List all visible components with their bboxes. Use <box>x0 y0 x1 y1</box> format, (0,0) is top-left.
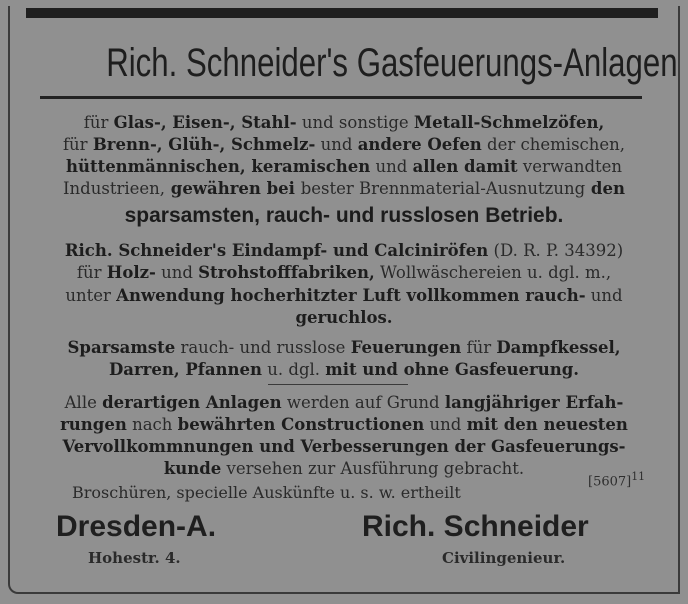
ad-headline: Rich. Schneider's Gasfeuerungs-Anlagen <box>106 41 678 85</box>
bold-text: derartigen Anlagen <box>102 393 282 412</box>
plain-text: für <box>83 113 114 132</box>
bold-text: kunde <box>163 459 222 478</box>
intro-line <box>20 134 668 157</box>
section4-line <box>20 436 668 459</box>
bold-text: hüttenmännischen, keramischen <box>65 157 371 176</box>
operation-headline: sparsamsten, rauch- und russlosen Betrieb. <box>124 204 564 227</box>
section2-line <box>20 307 668 330</box>
bold-text: Strohstofffabriken, <box>198 263 375 282</box>
bold-text: rungen <box>60 415 127 434</box>
intro-line <box>20 156 668 179</box>
street-address: Hohestr. 4. <box>88 549 181 567</box>
bold-text: Rich. Schneider's Eindampf- und Calciniröfen <box>64 241 489 260</box>
bold-text: Darren, Pfannen <box>108 360 263 379</box>
top-rule <box>26 8 658 18</box>
bold-text: Feuerungen <box>350 338 462 357</box>
plain-text: werden auf Grund <box>281 393 445 412</box>
intro-line <box>20 178 668 201</box>
plain-text: nach <box>126 415 178 434</box>
plain-text: für <box>76 263 107 282</box>
plain-text: der chemischen, <box>481 135 626 154</box>
plain-text: u. dgl. <box>262 360 326 379</box>
plain-text: und <box>585 286 623 305</box>
plain-text: und <box>370 157 413 176</box>
section4-line <box>20 392 668 415</box>
reference-number: [5607] <box>588 474 632 490</box>
bold-text: Holz- <box>106 263 156 282</box>
bold-text: Anwendung hocherhitzter Luft vollkommen rauch- <box>116 286 586 305</box>
bold-text: bewährten Constructionen <box>177 415 425 434</box>
section3-line <box>20 337 668 360</box>
bold-text: mit den neuesten <box>466 415 628 434</box>
bold-text: langjähriger Erfah- <box>444 393 624 412</box>
plain-text: unter <box>65 286 117 305</box>
section2-line <box>20 262 668 285</box>
bold-text: Dampfkessel, <box>496 338 621 357</box>
city-name: Dresden-A. <box>56 510 217 543</box>
plain-text: für <box>461 338 497 357</box>
plain-text: bester Brennmaterial-Ausnutzung <box>300 179 586 198</box>
intro-line <box>20 112 668 135</box>
bold-text: Sparsamste <box>67 338 176 357</box>
brochure-line: Broschüren, specielle Auskünfte u. s. w. ertheilt <box>72 483 461 502</box>
plain-text: versehen zur Ausführung gebracht. <box>221 459 525 478</box>
plain-text: verwandten <box>517 157 623 176</box>
plain-text: Wollwäschereien u. dgl. m., <box>374 263 612 282</box>
plain-text: rauch- und russlose <box>175 338 351 357</box>
bold-text: andere Oefen <box>357 135 482 154</box>
bold-text: geruchlos. <box>295 308 393 327</box>
bold-text: allen damit <box>412 157 518 176</box>
plain-text: Industrieen, <box>63 179 166 198</box>
bold-text: Metall-Schmelzöfen, <box>413 113 605 132</box>
plain-text: und <box>424 415 467 434</box>
plain-text: Alle <box>64 393 103 412</box>
headline-rule <box>40 96 642 99</box>
ad-reference <box>588 470 645 489</box>
section2-line <box>20 285 668 308</box>
section4-line <box>20 414 668 437</box>
signature-title: Civilingenieur. <box>442 549 566 567</box>
section-separator <box>268 384 408 385</box>
section3-line <box>20 359 668 382</box>
bold-text: mit und ohne Gasfeuerung. <box>325 360 580 379</box>
bold-text: gewähren bei <box>165 179 301 198</box>
reference-superscript: 11 <box>631 470 646 483</box>
signature-name: Rich. Schneider <box>362 510 589 543</box>
bold-text: den <box>585 179 625 198</box>
section4-line <box>20 458 668 481</box>
plain-text: und <box>315 135 358 154</box>
section2-line <box>20 240 668 263</box>
plain-text: für <box>62 135 93 154</box>
plain-text: (D. R. P. 34392) <box>488 241 624 260</box>
bold-text: Brenn-, Glüh-, Schmelz- <box>92 135 316 154</box>
bold-text: Vervollkommnungen und Verbesserungen der Gasfeuerungs- <box>62 437 626 456</box>
plain-text: und sonstige <box>296 113 414 132</box>
bold-text: Glas-, Eisen-, Stahl- <box>113 113 297 132</box>
plain-text: und <box>155 263 199 282</box>
